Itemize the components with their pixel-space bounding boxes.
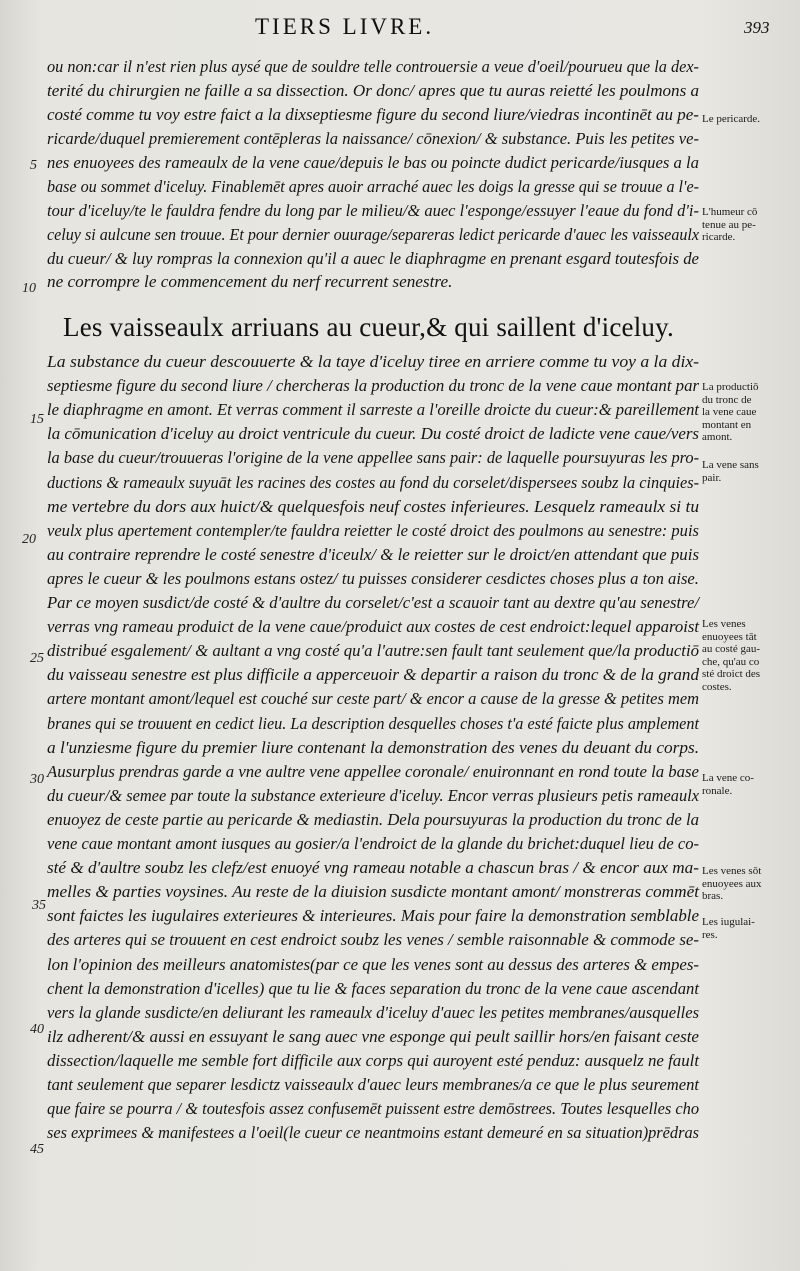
text-line — [47, 570, 721, 587]
margin-note-line: La vene co- — [702, 772, 754, 784]
text-line — [47, 763, 716, 780]
text-line — [47, 737, 700, 757]
text-line-content: enuoyez de ceste partie au pericarde & mediastin. Dela poursuyuras la production du tronc de la — [47, 809, 699, 829]
text-line-content: base ou sommet d'iceluy. Finablemēt apres auoir arraché auec les doigs la gresse qui se trouue a l'e- — [47, 177, 700, 196]
text-line — [47, 787, 731, 804]
text-line — [47, 377, 715, 394]
text-line — [47, 1076, 721, 1093]
text-line-content: dissection/laquelle me semble fort difficile aux corps qui auroyent esté penduz: ausquelz ne fault — [47, 1050, 700, 1070]
text-line-content: vers la glande susdicte/en deliurant les rameaulx d'iceluy d'auec les petites membranes/ausquelles — [47, 1002, 700, 1022]
text-line-content: des arteres qui se trouuent en cest endroict soubz les venes / semble raisonnable & commode se- — [47, 930, 700, 950]
margin-note-line: costes. — [702, 680, 732, 693]
margin-note-line: Le pericarde. — [702, 113, 761, 125]
text-line-content: a l'unziesme figure du premier liure contenant la demonstration des venes du deuant du corps. — [47, 737, 700, 757]
line-number: 40 — [30, 1022, 44, 1037]
margin-note-line: che, qu'au co — [702, 655, 760, 668]
text-line-content: ne corrompre le commencement du nerf recurrent senestre. — [47, 272, 453, 291]
text-line — [47, 130, 724, 147]
margin-note-line: la vene caue — [702, 406, 757, 418]
text-line — [47, 882, 700, 902]
line-number: 20 — [22, 532, 36, 547]
margin-note-line: La vene sans — [702, 459, 759, 471]
line-number: 30 — [30, 772, 44, 787]
line-number: 25 — [30, 651, 44, 666]
margin-note — [702, 772, 798, 797]
text-line — [47, 401, 723, 418]
line-number: 35 — [32, 898, 46, 913]
text-line-content: que faire se pourra / & toutesfois assez confusemēt puissent estre demōstrees. Toutes lesquelles cho — [47, 1099, 700, 1119]
margin-note-line: sté droict des — [702, 668, 761, 680]
margin-note-line: tenue au pe- — [702, 218, 756, 231]
margin-note-line: Les venes — [702, 618, 746, 630]
text-line — [47, 1028, 705, 1045]
margin-note-line: bras. — [702, 890, 724, 902]
text-line-content: du cueur/& semee par toute la substance exterieure d'iceluy. Encor verras plusieurs petis rameaulx — [47, 785, 699, 805]
margin-note-line: du tronc de — [702, 393, 752, 406]
text-line-content: du cueur/ & luy rompras la connexion qu'il a auec le diaphragme en prenant esgard toutesfois de — [47, 249, 699, 268]
margin-note-line: montant en — [702, 418, 752, 431]
text-line — [47, 178, 742, 195]
margin-note-line: ricarde. — [702, 231, 736, 243]
page-header — [0, 14, 800, 44]
margin-note-line: amont. — [702, 431, 733, 443]
text-line-content: vene caue montant amont iusques au gosier/a l'endroict de la glande du brichet:duquel lieu de co- — [47, 834, 700, 853]
text-line — [47, 273, 452, 290]
text-line — [47, 642, 715, 659]
text-line-content: Par ce moyen susdict/de costé & d'aultre du corselet/c'est a scauoir tant au dextre qu'au senestre/ — [47, 593, 700, 612]
text-line-content: ricarde/duquel premierement contēpleras la naissance/ cōnexion/ & substance. Puis les petites ve- — [47, 129, 700, 148]
text-line — [47, 425, 709, 442]
margin-note-line: pair. — [702, 471, 722, 484]
page-number: 393 — [744, 18, 770, 37]
text-line — [47, 226, 744, 243]
margin-note-line: enuoyees tāt — [702, 630, 757, 643]
text-line-content: la base du cueur/trouueras l'origine de la vene appellee sans pair: de laquelle poursuyuras les pro- — [47, 448, 700, 468]
text-line — [47, 58, 735, 75]
text-line — [47, 106, 706, 123]
text-line-content: veulx plus apertement contempler/te fauldra reietter le costé droict des poulmons au senestre: puis — [47, 520, 699, 540]
margin-note-line: Les iugulai- — [702, 916, 755, 928]
margin-note — [702, 618, 798, 693]
text-line — [47, 250, 717, 267]
text-line — [47, 811, 716, 828]
text-line-content: du vaisseau senestre est plus difficile a apperceuoir & departir a raison du tronc & de la grand — [47, 665, 700, 685]
text-line — [47, 859, 701, 876]
text-line-content: ductions & rameaulx suyuāt les racines des costes au fond du corselet/dispersees soubz la cinquies- — [47, 472, 700, 492]
text-line — [47, 1004, 725, 1021]
text-line-content: ilz adherent/& aussi en essuyant le sang auec vne esponge qui peult saillir hors/en faisant ceste — [47, 1026, 700, 1046]
text-line-content: lon l'opinion des meilleurs anatomistes(par ce que les venes sont au dessus des arteres & empes- — [47, 954, 699, 974]
text-line — [47, 1100, 730, 1117]
line-number: 5 — [30, 158, 37, 173]
text-line-content: terité du chirurgien ne faille a sa dissection. Or donc/ apres que tu auras reietté les poulmons a — [47, 81, 700, 100]
text-line-content: melles & parties voysines. Au reste de la diuision susdicte montant amont/ monstreras commēt — [47, 882, 700, 902]
text-line — [47, 907, 708, 924]
text-line — [47, 154, 720, 171]
text-line — [47, 594, 719, 611]
text-line-content: verras vng rameau produict de la vene caue/produict aux costes de cest endroict:lequel apparoist — [47, 617, 700, 637]
margin-note-line: La productiō — [702, 381, 759, 393]
section-heading: Les vaisseaulx arriuans au cueur,& qui saillent d'iceluy. — [63, 312, 674, 342]
text-line-content: branes qui se trouuent en cedict lieu. La description desquelles choses t'a esté faicte plus amplement — [47, 713, 699, 733]
text-line-content: Ausurplus prendras garde a vne aultre vene appellee coronale/ enuironnant en rond toute la base — [47, 761, 699, 781]
text-line-content: le diaphragme en amont. Et verras comment il sarreste a l'oreille droicte du cueur:& pareillement — [47, 400, 700, 420]
running-head: TIERS LIVRE. — [255, 14, 435, 39]
text-line — [47, 980, 721, 997]
text-line-content: sté & d'aultre soubz les clefz/est enuoyé vng rameau notable a chascun bras / & encor aux ma- — [47, 858, 699, 878]
line-number: 10 — [22, 281, 36, 296]
text-line-content: chent la demonstration d'icelles) que tu lie & faces separation du tronc de la vene caue ascendant — [47, 978, 699, 998]
line-number: 15 — [30, 412, 44, 427]
text-line — [47, 956, 714, 973]
text-line — [47, 1124, 733, 1141]
text-line — [47, 835, 724, 852]
margin-note — [702, 865, 798, 903]
text-line — [47, 474, 734, 491]
text-line — [47, 449, 732, 466]
text-line — [47, 618, 717, 635]
text-line — [47, 522, 725, 539]
text-line — [47, 202, 727, 219]
text-line-content: artere montant amont/lequel est couché sur ceste part/ & encor a cause de la gresse & petites mem — [47, 689, 700, 709]
text-line — [47, 546, 710, 563]
text-line-content: nes enuoyees des rameaulx de la vene caue/depuis le bas ou poincte dudict pericarde/iusques a la — [47, 153, 699, 172]
text-line-content: distribué esgalement/ & aultant a vng costé qu'a l'autre:sen fault tant seulement que/la productiō — [47, 641, 700, 661]
text-line — [47, 82, 704, 99]
text-line-content: ses exprimees & manifestees a l'oeil(le cueur ce neantmoins estant demeuré en sa situation)prēdras — [47, 1123, 699, 1143]
text-line-content: la cōmunication d'iceluy au droict ventricule du cueur. Du costé droict de ladicte vene caue/vers — [47, 424, 700, 444]
text-line — [47, 690, 729, 707]
text-line — [47, 666, 703, 683]
text-line — [47, 931, 711, 948]
margin-note-line: enuoyees aux — [702, 877, 762, 890]
text-line-content: tour d'iceluy/te le fauldra fendre du long par le milieu/& auec l'esponge/essuyer l'eaue du fond d'i- — [47, 201, 700, 220]
text-line-content: me vertebre du dors aux huict/& quelquesfois neuf costes inferieures. Lesquelz rameaulx si tu — [47, 496, 700, 516]
line-number: 45 — [30, 1142, 44, 1157]
margin-note — [702, 459, 798, 484]
text-line-content: septiesme figure du second liure / chercheras la production du tronc de la vene caue montant par — [47, 376, 699, 396]
text-line-content: celuy si aulcune sen trouue. Et pour dernier ouurage/separeras ledict pericarde d'auec les vaisseaulx — [47, 225, 700, 244]
margin-note-line: au costé gau- — [702, 643, 761, 655]
text-line — [47, 715, 738, 732]
text-line-content: tant seulement que separer lesdictz vaisseaulx d'auec leurs membranes/a ce que le plus seurement — [47, 1075, 700, 1094]
text-line-content: au contraire reprendre le costé senestre d'iceulx/ & le reietter sur le droict/en attendant que puis — [47, 544, 700, 564]
text-line-content: costé comme tu voy estre faict a la dixseptiesme figure du second liure/viedras incontinēt au pe- — [47, 105, 699, 124]
text-line — [47, 352, 700, 371]
margin-note — [702, 206, 798, 244]
text-line — [47, 1052, 711, 1069]
text-line — [47, 496, 700, 516]
margin-note-line: L'humeur cō — [702, 206, 758, 218]
margin-note — [702, 113, 798, 126]
text-line-content: La substance du cueur descouuerte & la taye d'iceluy tiree en arriere comme tu voy a la dix- — [47, 352, 700, 371]
text-line-content: ou non:car il n'est rien plus aysé que de souldre telle controuersie a veue d'oeil/pourueu que la dex- — [47, 57, 699, 76]
text-line-content: apres le cueur & les poulmons estans ostez/ tu puisses considerer cesdictes choses plus a ton aise. — [47, 568, 699, 588]
margin-note — [702, 381, 798, 444]
margin-note — [702, 916, 798, 941]
margin-note-line: ronale. — [702, 784, 733, 797]
margin-note-line: Les venes sōt — [702, 865, 762, 877]
text-line-content: sont faictes les iugulaires exterieures & interieures. Mais pour faire la demonstration semblable — [47, 906, 700, 926]
margin-note-line: res. — [702, 928, 718, 941]
